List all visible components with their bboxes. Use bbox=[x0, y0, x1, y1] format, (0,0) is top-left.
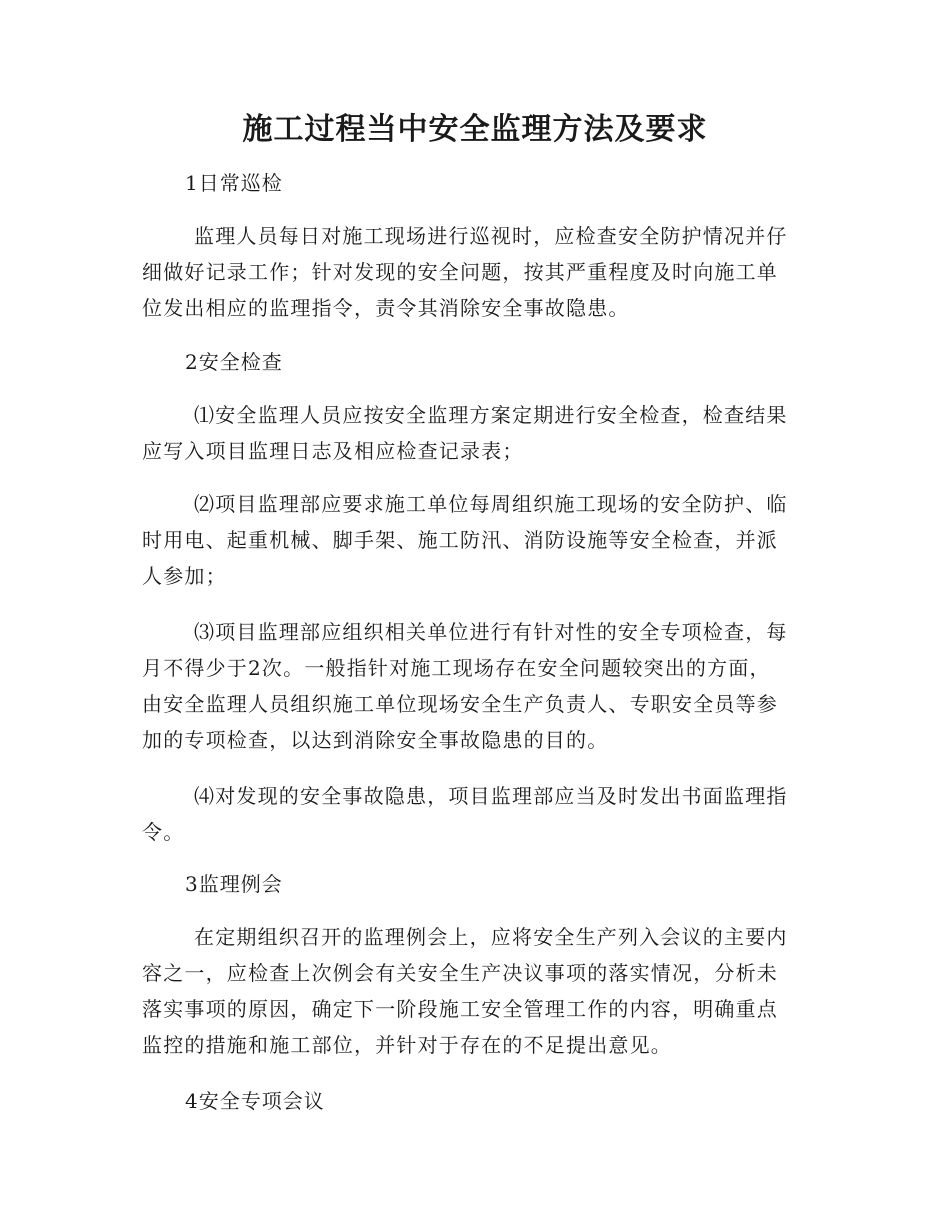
paragraph bbox=[142, 778, 810, 850]
section-heading-2: 2安全检查 bbox=[185, 350, 283, 374]
paragraph-line: 月不得少于2次。一般指针对施工现场存在安全问题较突出的方面， bbox=[142, 656, 771, 680]
paragraph bbox=[142, 218, 810, 326]
paragraph-line: 由安全监理人员组织施工单位现场安全生产负责人、专职安全员等参 bbox=[142, 692, 778, 716]
paragraph-line: 加的专项检查，以达到消除安全事故隐患的目的。 bbox=[142, 728, 609, 752]
paragraph bbox=[142, 397, 810, 469]
section-heading-4: 4安全专项会议 bbox=[185, 1089, 325, 1113]
paragraph-line: 人参加； bbox=[142, 564, 227, 588]
paragraph-line: 令。 bbox=[142, 820, 185, 844]
paragraph-line: ⑷对发现的安全事故隐患，项目监理部应当及时发出书面监理指 bbox=[194, 784, 788, 808]
paragraph-line: 时用电、起重机械、脚手架、施工防汛、消防设施等安全检查，并派 bbox=[142, 528, 778, 552]
paragraph bbox=[142, 919, 810, 1063]
paragraph bbox=[142, 486, 810, 594]
section-heading-1: 1日常巡检 bbox=[185, 171, 283, 195]
paragraph-line: ⑵项目监理部应要求施工单位每周组织施工现场的安全防护、临 bbox=[194, 492, 788, 516]
paragraph-line: 位发出相应的监理指令，责令其消除安全事故隐患。 bbox=[142, 296, 630, 320]
section-heading-3: 3监理例会 bbox=[185, 872, 283, 896]
paragraph-line: 容之一，应检查上次例会有关安全生产决议事项的落实情况，分析未 bbox=[142, 961, 778, 985]
paragraph-line: 监理人员每日对施工现场进行巡视时，应检查安全防护情况并仔 bbox=[194, 224, 788, 248]
paragraph-line: 在定期组织召开的监理例会上，应将安全生产列入会议的主要内 bbox=[194, 925, 788, 949]
paragraph-line: 落实事项的原因，确定下一阶段施工安全管理工作的内容，明确重点 bbox=[142, 997, 778, 1021]
paragraph bbox=[142, 614, 810, 758]
paragraph-line: 监控的措施和施工部位，并针对于存在的不足提出意见。 bbox=[142, 1033, 672, 1057]
paragraph-line: 细做好记录工作；针对发现的安全问题，按其严重程度及时向施工单 bbox=[142, 260, 778, 284]
paragraph-line: ⑴安全监理人员应按安全监理方案定期进行安全检查，检查结果 bbox=[194, 403, 788, 427]
paragraph-line: 应写入项目监理日志及相应检查记录表； bbox=[142, 439, 524, 463]
document-title: 施工过程当中安全监理方法及要求 bbox=[242, 112, 708, 147]
paragraph-line: ⑶项目监理部应组织相关单位进行有针对性的安全专项检查，每 bbox=[194, 620, 788, 644]
